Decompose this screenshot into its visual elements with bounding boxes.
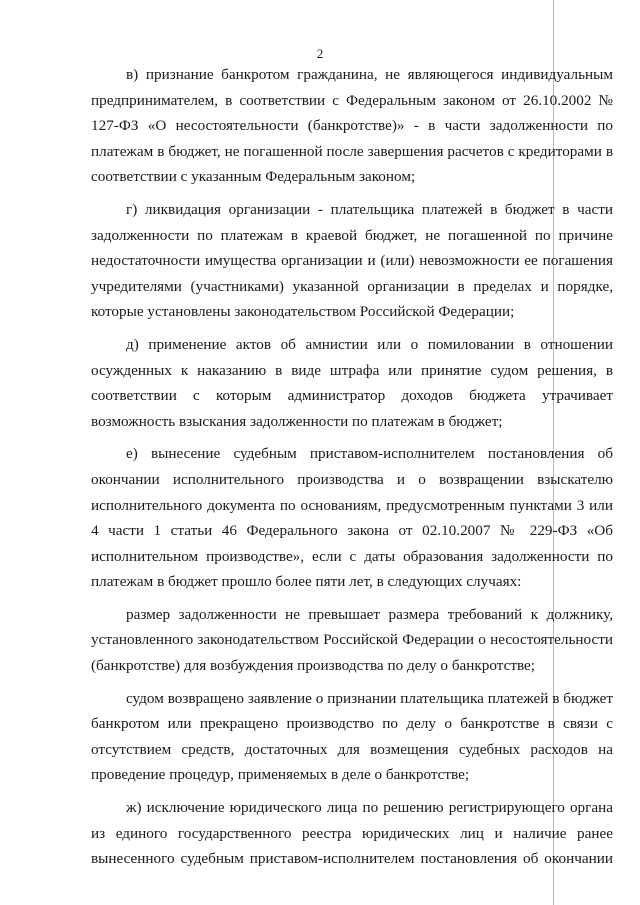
- paragraph-v: в) признание банкротом гражданина, не являющегося индивидуальным предпринимателем, в соответствии с Федеральным законом от 26.10.2002 № 127-ФЗ «О несостоятельности (банкротстве)» - в части задолженности по платежам в бюджет, не погашенной после завершения расчетов с кредиторами в соответствии с указанным Федеральным законом;: [91, 66, 613, 186]
- document-body: [91, 62, 613, 872]
- paragraph-g: г) ликвидация организации - плательщика платежей в бюджет в части задолженности по платежам в краевой бюджет, не погашенной по причине недостаточности имущества организации и (или) невозможности ее погашения учредителями (участниками) указанной организации в пределах и порядке, которые установлены законодательством Российской Федерации;: [91, 200, 613, 321]
- paragraph-case-1: размер задолженности не превышает размера требований к должнику, установленного законодательством Российской Федерации о несостоятельности (банкротстве) для возбуждения производства по делу о банкротстве;: [91, 605, 613, 675]
- paragraph-case-2: судом возвращено заявление о признании плательщика платежей в бюджет банкротом или прекращено производство по делу о банкротстве в связи с отсутствием средств, достаточных для возмещения судебных расходов на проведение процедур, применяемых в деле о банкротстве;: [91, 689, 613, 784]
- page-number: 2: [316, 46, 324, 61]
- paragraph-zh: ж) исключение юридического лица по решению регистрирующего органа из единого государственного реестра юридических лиц и наличие ранее вынесенного судебным приставом-исполнителем постановления об окончании: [91, 799, 613, 868]
- paragraph-d: д) применение актов об амнистии или о помиловании в отношении осужденных к наказанию в виде штрафа или принятие судом решения, в соответствии с которым администратор доходов бюджета утрачивает возможность взыскания задолженности по платежам в бюджет;: [91, 335, 613, 430]
- paragraph-e: е) вынесение судебным приставом-исполнителем постановления об окончании исполнительного производства и о возвращении взыскателю исполнительного документа по основаниям, предусмотренным пунктами 3 или 4 части 1 статьи 46 Федерального закона от 02.10.2007 № 229-ФЗ «Об исполнительном производстве», если с даты образования задолженности по платежам в бюджет прошло более пяти лет, в следующих случаях:: [91, 445, 613, 591]
